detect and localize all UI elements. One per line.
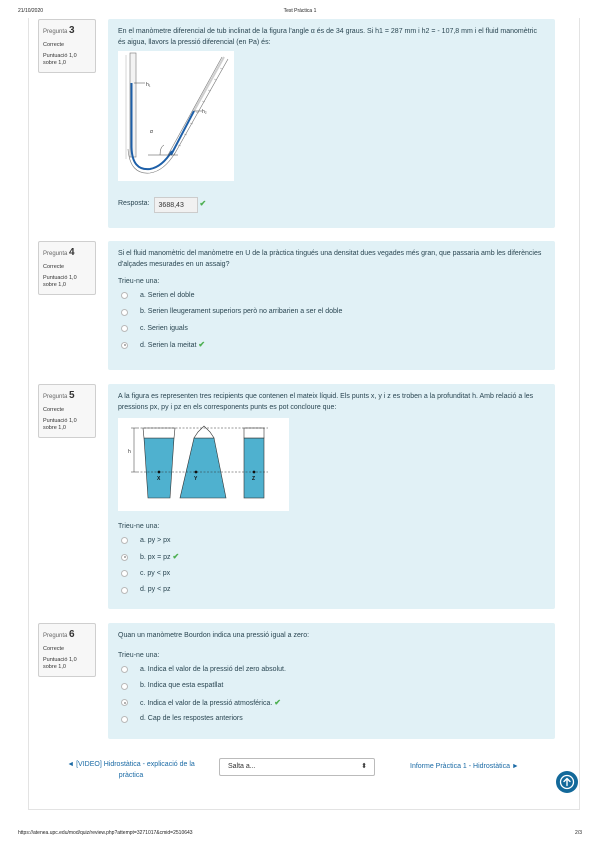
question-number: Pregunta 6 [43, 629, 75, 640]
option-d[interactable]: d. Cap de les respostes anteriors [118, 711, 545, 728]
option-a[interactable]: a. Indica el valor de la pressió del zero absolut. [118, 662, 545, 679]
h2-label: h₂ [202, 108, 207, 115]
question-5-info [38, 384, 96, 438]
radio-button[interactable] [121, 309, 128, 316]
h1-label: h₁ [146, 81, 151, 88]
back-to-top-button[interactable] [556, 771, 578, 793]
correct-check-icon: ✔ [172, 552, 180, 562]
radio-button[interactable] [121, 587, 128, 594]
question-text: A la figura es representen tres recipients que contenen el mateix líquid. Els punts x, y i z es troben a la profunditat h. Amb relació a les pressions px, py i pz en els corresponents punts es pot concloure que: [118, 393, 534, 411]
pdf-header [0, 8, 600, 18]
question-number: Pregunta 4 [43, 247, 75, 258]
arrow-up-circle-icon [556, 771, 578, 793]
question-3-content [108, 19, 555, 228]
inclined-manometer-figure [118, 51, 234, 181]
pdf-footer-page: 2/3 [575, 830, 582, 836]
radio-button[interactable] [121, 292, 128, 299]
correct-check-icon: ✔ [274, 697, 281, 707]
question-number: Pregunta 5 [43, 390, 75, 401]
pdf-header-title: Test Pràctica 1 [283, 8, 317, 14]
question-status: Correcte [43, 406, 65, 413]
radio-button-selected[interactable] [121, 699, 128, 706]
answer-label: Resposta: [118, 200, 150, 208]
question-number: Pregunta 3 [43, 25, 75, 36]
jump-to-value: Salta a... [228, 763, 256, 770]
option-c[interactable]: c. Serien iguals [118, 321, 545, 338]
option-a[interactable]: a. Serien el doble [118, 288, 545, 305]
radio-button[interactable] [121, 537, 128, 544]
radio-button[interactable] [121, 716, 128, 723]
pdf-header-date: 21/10/2020 [18, 8, 44, 14]
correct-check-icon: ✔ [199, 199, 207, 209]
question-text: Quan un manòmetre Bourdon indica una pressió igual a zero: [118, 632, 310, 639]
question-6-info [38, 623, 96, 677]
radio-button[interactable] [121, 570, 128, 577]
y-label: Y [194, 475, 198, 482]
select-arrows-icon: ⬍ [361, 763, 367, 770]
question-status: Correcte [43, 41, 65, 48]
option-b[interactable]: b. Indica que esta espatllat [118, 678, 545, 695]
previous-activity-link[interactable]: ◄ [VIDEO] Hidrostàtica - explicació de la pràctica [67, 761, 195, 779]
pdf-footer [0, 830, 600, 840]
option-a[interactable]: a. py > px [118, 533, 545, 550]
answer-row [118, 197, 545, 213]
question-prompt: Trieu-ne una: [118, 522, 160, 530]
answer-input[interactable]: 3688,43 [154, 197, 198, 213]
x-label: X [157, 475, 161, 482]
question-4-content [108, 241, 555, 370]
h-label: h [128, 448, 131, 455]
radio-button-selected[interactable] [121, 342, 128, 349]
alpha-label: α [150, 128, 153, 135]
option-b[interactable]: b. px = pz ✔ [118, 549, 545, 566]
question-4-info [38, 241, 96, 295]
option-c[interactable]: c. Indica el valor de la pressió atmosférica. ✔ [118, 695, 545, 712]
radio-button[interactable] [121, 683, 128, 690]
radio-button[interactable] [121, 325, 128, 332]
question-5-content [108, 384, 555, 609]
question-status: Correcte [43, 645, 65, 652]
correct-check-icon: ✔ [198, 340, 206, 350]
jump-to-select[interactable] [219, 758, 375, 776]
question-grade: Puntuació 1,0 sobre 1,0 [43, 417, 77, 432]
option-d[interactable]: d. Serien la meitat ✔ [118, 337, 545, 354]
option-d[interactable]: d. py < pz [118, 582, 545, 599]
radio-button-selected[interactable] [121, 554, 128, 561]
z-label: Z [252, 475, 256, 482]
three-containers-figure [118, 418, 289, 511]
question-grade: Puntuació 1,0 sobre 1,0 [43, 656, 77, 671]
question-3-info [38, 19, 96, 73]
radio-button[interactable] [121, 666, 128, 673]
question-status: Correcte [43, 263, 65, 270]
pdf-footer-url: https://atenea.upc.edu/mod/quiz/review.php?attempt=3271017&cmid=2510643 [18, 830, 193, 836]
question-text: En el manòmetre diferencial de tub inclinat de la figura l'angle α és de 34 graus. Si h1 = 287 mm i h2 = - 107,8 mm i el fluid manomètric és aigua, llavors la pressió diferencial (en Pa) és: [118, 28, 537, 46]
next-activity-link[interactable]: Informe Pràctica 1 - Hidrostàtica ► [410, 763, 519, 770]
question-prompt: Trieu-ne una: [118, 277, 160, 285]
question-6-content [108, 623, 555, 739]
question-prompt: Trieu-ne una: [118, 651, 160, 659]
question-grade: Puntuació 1,0 sobre 1,0 [43, 274, 77, 289]
question-grade: Puntuació 1,0 sobre 1,0 [43, 52, 77, 67]
question-text: Si el fluid manomètric del manòmetre en U de la pràctica tingués una densitat dues vegades més gran, que passaria amb les diferències d'alçades mesurades en un assaig? [118, 250, 542, 268]
option-b[interactable]: b. Serien lleugerament superiors però no arribarien a ser el doble [118, 304, 545, 321]
option-c[interactable]: c. py < px [118, 566, 545, 583]
activity-navigation [38, 758, 555, 788]
